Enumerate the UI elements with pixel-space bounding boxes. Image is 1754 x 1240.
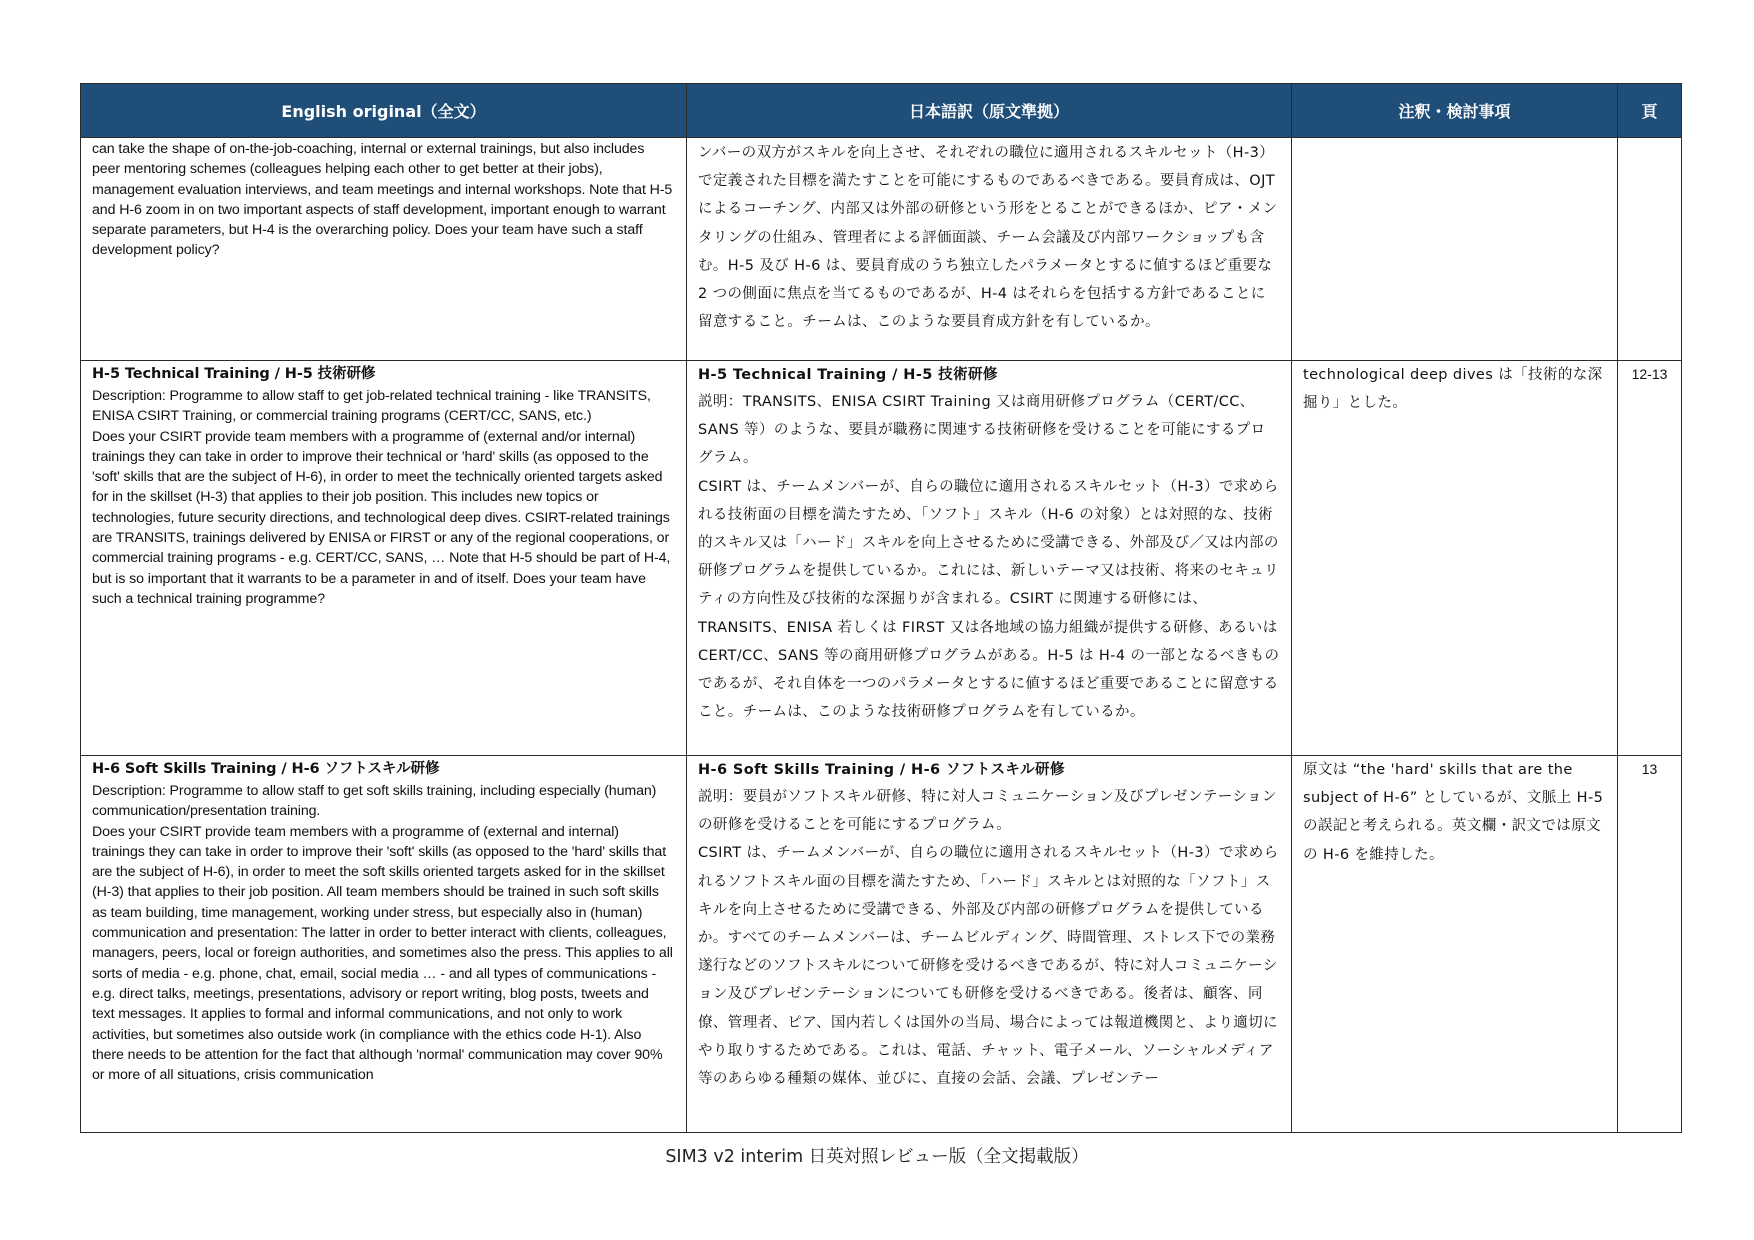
note-text: 原文は “the 'hard' skills that are the subject of H-6” としているが、文脈上 H-5 の誤記と考えられる。英文欄・訳文では原文の H-6 を維持した。 [1303, 762, 1604, 863]
paragraph: 説明：要員がソフトスキル研修、特に対人コミュニケーション及びプレゼンテーションの研修を受けることを可能にするプログラム。 [698, 789, 1277, 834]
notes-cell [1292, 361, 1617, 755]
paragraph: Description: Programme to allow staff to get job-related technical training - like TRANSITS, ENISA CSIRT Training, or commercial training programs (CERT/CC, SANS, etc.) [92, 388, 651, 425]
paragraph: 説明：TRANSITS、ENISA CSIRT Training 又は商用研修プログラム（CERT/CC、SANS 等）のような、要員が職務に関連する技術研修を受けることを可能にするプログラム。 [698, 394, 1266, 467]
page-footer: SIM3 v2 interim 日英対照レビュー版（全文掲載版） [665, 1147, 1089, 1167]
notes-cell [1292, 138, 1617, 360]
paragraph: CSIRT は、チームメンバーが、自らの職位に適用されるスキルセット（H-3）で求められるソフトスキル面の目標を満たすため、「ハード」スキルとは対照的な「ソフト」スキルを向上させるために受講できる、外部及び内部の研修プログラムを提供しているか。すべてのチームメンバーは、チームビルディング、時間管理、ストレス下での業務遂行などのソフトスキルについて研修を受けるべきであるが、特に対人コミュニケーション及びプレゼンテーションについても研修を受けるべきである。後者は、顧客、同僚、管理者、ピア、国内若しくは国外の当局、場合によっては報道機関と、より適切にやり取りするためである。これは、電話、チャット、電子メール、ソーシャルメディア等のあらゆる種類の媒体、並びに、直接の会話、会議、プレゼンテー [698, 845, 1279, 1088]
header-page: 頁 [1641, 102, 1658, 121]
row-title: H-6 Soft Skills Training / H-6 ソフトスキル研修 [92, 761, 440, 777]
japanese-cell [687, 361, 1291, 755]
row-title: H-5 Technical Training / H-5 技術研修 [698, 367, 998, 383]
page-number [1618, 138, 1681, 360]
row-title: H-6 Soft Skills Training / H-6 ソフトスキル研修 [698, 762, 1065, 778]
paragraph: Does your CSIRT provide team members with a programme of (external and/or internal) trainings they can take in order to improve their technical or 'hard' skills (as opposed to the 'soft' skills that are the subject of H-6), in order to meet the technically oriented targets asked for in the skillset (H-3) that applies to their job position. This includes new topics or technologies, future security directions, and technological deep dives. CSIRT-related trainings are TRANSITS, trainings delivered by ENISA or FIRST or any of the regional cooperations, or commercial training programs - e.g. CERT/CC, SANS, … Note that H-5 should be part of H-4, but is so important that it warrants to be a parameter in and of itself. Does your team have such a technical training programme? [92, 428, 671, 607]
japanese-cell [687, 756, 1291, 1132]
paragraph: Description: Programme to allow staff to get soft skills training, including especially (human) communication/presentation training. [92, 783, 657, 820]
header-japanese: 日本語訳（原文準拠） [908, 102, 1069, 121]
row-title: H-5 Technical Training / H-5 技術研修 [92, 366, 376, 382]
comparison-table [80, 83, 1682, 1133]
paragraph: CSIRT は、チームメンバーが、自らの職位に適用されるスキルセット（H-3）で求められる技術面の目標を満たすため、「ソフト」スキル（H-6 の対象）とは対照的な、技術的スキル又は「ハード」スキルを向上させるために受講できる、外部及び／又は内部の研修プログラムを提供しているか。これには、新しいテーマ又は技術、将来のセキュリティの方向性及び技術的な深掘りが含まれる。CSIRT に関連する研修には、TRANSITS、ENISA 若しくは FIRST 又は各地域の協力組織が提供する研修、あるいは CERT/CC、SANS 等の商用研修プログラムがある。H-5 は H-4 の一部となるべきものであるが、それ自体を一つのパラメータとするに値するほど重要であることに留意すること。チームは、このような技術研修プログラムを有しているか。 [698, 478, 1280, 721]
page-number: 13 [1641, 761, 1658, 777]
notes-cell [1292, 756, 1617, 1132]
paragraph: ンバーの双方がスキルを向上させ、それぞれの職位に適用されるスキルセット（H-3）で定義された目標を満たすことを可能にするものであるべきである。要員育成は、OJT によるコーチング、内部又は外部の研修という形をとることができるほか、ピア・メンタリングの仕組み、管理者による評価面談、チーム会議及び内部ワークショップも含む。H-5 及び H-6 は、要員育成のうち独立したパラメータとするに値するほど重要な 2 つの側面に焦点を当てるものであるが、H-4 はそれらを包括する方針であることに留意すること。チームは、このような要員育成方針を有しているか。 [698, 145, 1278, 331]
english-cell [81, 138, 686, 360]
japanese-cell [687, 138, 1291, 360]
table-header-row [81, 84, 1681, 137]
header-notes: 注釈・検討事項 [1398, 102, 1511, 121]
paragraph: can take the shape of on-the-job-coaching, internal or external trainings, but also includes peer mentoring schemes (colleagues helping each other to get better at their jobs), management evaluation interviews, and team meetings and internal workshops. Note that H-5 and H-6 zoom in on two important aspects of staff development, important enough to warrant separate parameters, but H-4 is the overarching policy. Does your team have such a staff development policy? [92, 141, 673, 259]
english-cell [81, 756, 686, 1132]
note-text: technological deep dives は「技術的な深掘り」とした。 [1303, 367, 1603, 412]
header-english: English original（全文） [281, 102, 486, 121]
paragraph: Does your CSIRT provide team members with a programme of (external and internal) trainings they can take in order to improve their 'soft' skills (as opposed to the 'hard' skills that are the subject of H-6), in order to meet the soft skills oriented targets asked for in the skillset (H-3) that applies to their job position. All team members should be trained in such soft skills as team building, time management, working under stress, but especially also in (human) communication and presentation: The latter in order to better interact with clients, colleagues, managers, peers, local or foreign authorities, and sometimes also the press. This applies to all sorts of media - e.g. phone, chat, email, social media … - and all types of communications - e.g. direct talks, meetings, presentations, advisory or report writing, blog posts, tweets and text messages. It applies to formal and informal communications, and not only to work activities, but sometimes also outside work (in compliance with the ethics code H-1). Also there needs to be attention for the fact that although 'normal' communication may cover 90% or more of all situations, crisis communication [92, 823, 673, 1084]
english-cell [81, 361, 686, 755]
page-number: 12-13 [1631, 366, 1668, 382]
